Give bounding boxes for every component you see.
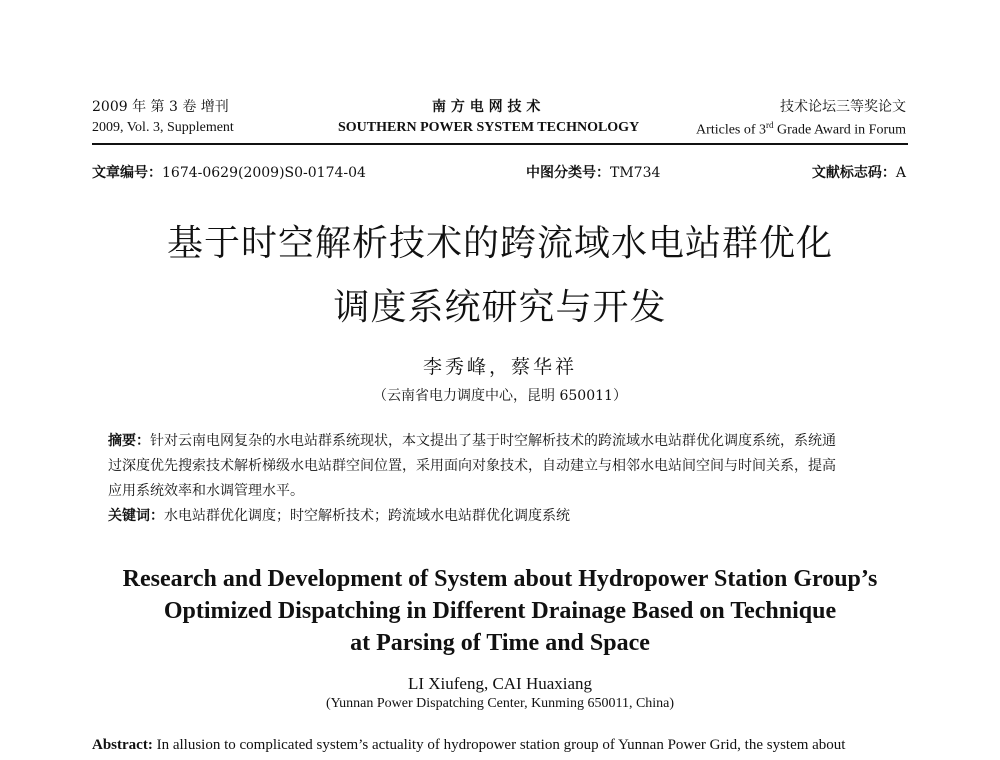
award-label-cn: 技术论坛三等奖论文 <box>780 99 906 115</box>
title-en-line3: at Parsing of Time and Space <box>350 630 650 656</box>
title-cn-line2: 调度系统研究与开发 <box>333 287 667 328</box>
journal-name-cn: 南 方 电 网 技 术 <box>432 99 541 115</box>
authors-cn: 李秀峰，蔡华祥 <box>422 356 577 378</box>
affiliation-en: (Yunnan Power Dispatching Center, Kunming 650011, China) <box>325 696 675 711</box>
title-cn-line1: 基于时空解析技术的跨流域水电站群优化 <box>166 223 833 264</box>
award-label-en: Articles of 3rd Grade Award in Forum <box>696 120 906 138</box>
classification-number: 中图分类号：TM734 <box>526 165 661 181</box>
header-issue-en: 2009, Vol. 3, Supplement <box>92 120 234 135</box>
abstract-cn-label: 摘要： <box>108 433 150 449</box>
header-rule <box>92 143 908 145</box>
keywords-cn: 关键词：水电站群优化调度；时空解析技术；跨流域水电站群优化调度系统 <box>108 508 570 524</box>
authors-en: LI Xiufeng, CAI Huaxiang <box>407 674 593 693</box>
title-en-line2: Optimized Dispatching in Different Drainage Based on Technique <box>163 598 837 624</box>
abstract-cn: 摘要：针对云南电网复杂的水电站群系统现状，本文提出了基于时空解析技术的跨流域水电站群优化调度系统，系统通 过深度优先搜索技术解析梯级水电站群空间位置，采用面向对象技术，自动建立与相邻水电站间空间与时间关系，提高 应用系统效率和水调管理水平。 关键词：水电站群优化调度；时空解析技术；跨流域水电站群优化调度系统 <box>108 429 908 529</box>
header-issue-cn: 2009 年 第 3 卷 增刊 <box>92 99 229 115</box>
journal-name-en: SOUTHERN POWER SYSTEM TECHNOLOGY <box>338 120 640 135</box>
abstract-en: Abstract: In allusion to complicated system’s actuality of hydropower station group of Yunnan Power Grid, the system about <box>92 737 846 753</box>
article-number: 文章编号：1674-0629(2009)S0-0174-04 <box>92 165 366 181</box>
document-code: 文献标志码：A <box>811 165 906 181</box>
title-en-line1: Research and Development of System about Hydropower Station Group’s <box>122 566 878 592</box>
affiliation-cn: （云南省电力调度中心，昆明 650011） <box>373 388 627 404</box>
